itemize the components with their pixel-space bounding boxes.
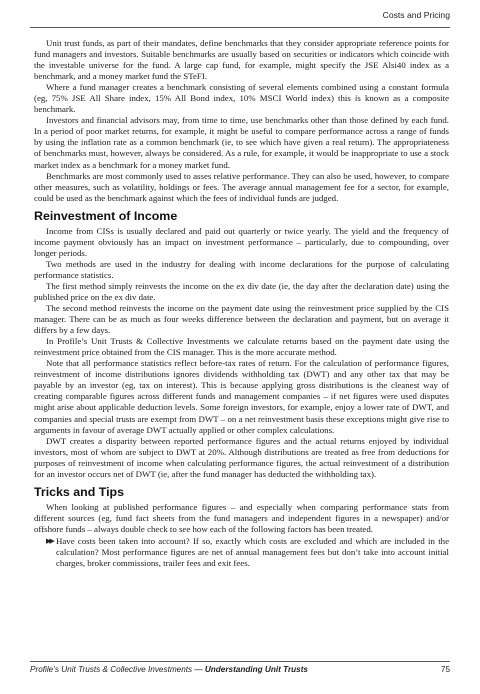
page-number: 75 [440,665,450,674]
double-arrow-icon: ▶▶ [46,536,53,545]
tips-section [34,502,449,569]
paragraph: Note that all performance statistics reflect before-tax rates of return. For the calculation of performance figures, reinvestment of income distributions ignores dividends withholding tax (DWT) and any other tax that may be payable by an investor (eg, tax on interest). This is because applying gross distributions is the cleanest way of creating comparable figures across different funds and management companies – if net figures were used disputes might arise about applicable deduction levels. Some foreign investors, for example, enjoy a lower rate of DWT, and companies and special trusts are exempt from DWT – on a net reinvestment basis these exceptions might give rise to arguments in favour of average DWT actually applied or other complex calculations. [34,358,449,435]
paragraph: DWT creates a disparity between reported performance figures and the actual returns enjoyed by individual investors, most of whom are subject to DWT at 20%. Although distributions are treated as free from deductions for purposes of reinvestment of income when calculating performance figures, the actual reinvestment of a distribution for an investor occurs net of DWT (ie, after the fund manager has deducted the withholding tax). [34,435,449,479]
bullet-text: Have costs been taken into account? If so, exactly which costs are excluded and which are included in the calculation? Most performance figures are net of annual management fees but don’t take into account initial charges, broker commissions, trailer fees and exit fees. [56,535,449,569]
section-heading-reinvestment: Reinvestment of Income [34,208,178,223]
reinvestment-section [34,226,449,480]
paragraph: Where a fund manager creates a benchmark consisting of several elements combined using a constant formula (eg, 75% JSE All Share index, 15% All Bond index, 10% MSCI World index) this is known as a composite benchmark. [34,82,449,115]
paragraph: The second method reinvests the income on the payment date using the reinvestment price supplied by the CIS manager. There can be as much as four weeks difference between the declaration and payment, but on average it differs by a few days. [34,303,449,336]
paragraph: In Profile’s Unit Trusts & Collective Investments we calculate returns based on the payment date using the reinvestment price obtained from the CIS manager. This is the more accurate method. [34,336,449,358]
paragraph: Income from CISs is usually declared and paid out quarterly or twice yearly. The yield and the frequency of income payment obviously has an impact on investment performance – particularly, due to compounding, over longer periods. [34,225,449,258]
footer-publication: Profile’s Unit Trusts & Collective Investments — [30,665,205,674]
footer-title [30,665,308,674]
paragraph: Unit trust funds, as part of their mandates, define benchmarks that they consider appropriate reference points for fund managers and investors. Suitable benchmarks are usually based on securities or indicators which coincide with the investable universe for the fund. A large cap fund, for example, might specify the JSE Alsi40 index as a benchmark, and a money market fund the STeFI. [34,38,449,82]
bullet-item [34,536,449,569]
footer-section: Understanding Unit Trusts [204,665,308,674]
footer-rule [30,661,450,662]
section-heading-tricks-and-tips: Tricks and Tips [34,484,124,499]
paragraph: When looking at published performance figures – and especially when comparing performance stats from different sources (eg, fund fact sheets from the fund managers and independent figures in a newspaper) and/or offshore funds – always double check to see how each of the following factors has been treated. [34,501,449,534]
paragraph: The first method simply reinvests the income on the ex div date (ie, the day after the declaration date) using the published price on the ex div date. [34,280,449,302]
benchmarks-section [34,38,449,204]
running-head: Costs and Pricing [382,10,450,20]
paragraph: Investors and financial advisors may, from time to time, use benchmarks other than those defined by each fund. In a period of poor market returns, for example, it might be useful to compare performance across a range of funds by using the inflation rate as a common benchmark (ie, to see which have given a real return). The appropriateness of benchmarks must, however, always be considered. As a rule, for example, it would be inappropriate to use a stock market index as a benchmark for a money market fund. [34,115,449,170]
paragraph: Benchmarks are most commonly used to asses relative performance. They can also be used, however, to compare other measures, such as volatility, holdings or fees. The average annual management fee for a sector, for example, could be used as the benchmark against which the fees of individual funds are judged. [34,170,449,203]
page-footer [30,665,450,674]
body-text [34,38,449,569]
header-rule [30,27,450,28]
paragraph: Two methods are used in the industry for dealing with income declarations for the purpose of calculating performance statistics. [34,258,449,280]
